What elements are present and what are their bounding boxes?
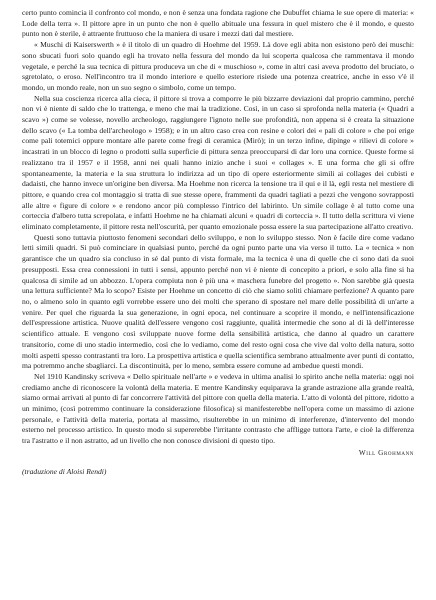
translation-credit: (traduzione di Aloisi Rendi)	[22, 466, 107, 476]
paragraph-kandinsky: Nel 1910 Kandinsky scriveva « Dello spirituale nell'arte » e vedeva in ultima analisi lo spirito anche nella materia: oggi noi crediamo anche di riconoscere la volontà della materia. E mentre Kandinsky equiparava la grande astrazione alla grande realtà, siamo ormai arrivati al punto di far concorrere l'attività del pittore con quella della materia. L'atto di volontà del pittore, ridotto a un minimo, (così potremmo continuare la considerazione filosofica) si manifesterebbe nell'opera come un massimo di azione personale, e l'attività della materia, portata al massimo, risulterebbe in un minimo di interferenze, d'intervento del mondo esterno nel processo artistico. In questo modo si supererebbe l'irritante contrasto che affligge tuttora l'arte, e cioè la differenza tra l'astratto e il non astratto, ad un livello che non conosce divisioni di questo tipo.	[22, 371, 414, 446]
author-signature: Will Grohmann	[358, 448, 414, 457]
article-body	[22, 8, 414, 447]
paragraph-continuation: certo punto comincia il confronto col mondo, e non è senza una fondata ragione che Dubuffet chiama le sue opere di materia: « Lode della terra ». Il pittore apre in un punto che non è quello abituale una fessura in quel mistero che è il mondo, e questo punto non è sterile, è attraente fruttuoso che la maniera di usare i mezzi dati dal mestiere.	[22, 8, 414, 39]
paragraph-muschi: « Muschi di Kaiserswerth » è il titolo di un quadro di Hoehme del 1959. Là dove egli abita non esistono però dei muschi: sono sbucati fuori solo quando egli ha trovato nella fessura del mondo da lui scoperta qualcosa che rammentava il mondo vegetale, e perché la sua tecnica di pittura produceva un che di « muschioso », come in altri casi aveva prodotto del bruciato, o sgretolato, o eroso. Nell'incontro tra il mondo interiore e quello esteriore risiede una potenza creatrice, anche in esso v'è il mondo, un mondo reale, non un suo segno o simbolo, come un tempo.	[22, 40, 414, 92]
paragraph-fenomeni: Questi sono tuttavia piuttosto fenomeni secondari dello sviluppo, e non lo sviluppo stesso. Non è facile dire come vadano letti simili quadri. Si può cominciare in qualsiasi punto, perché da ogni punto parte una via verso il tutto. La « tecnica » non garantisce che un quadro sia concluso in sé dal punto di vista formale, ma la tecnica è una di quelle che ci sono dati da suoi presupposti. Essa crea connessioni in tutti i sensi, appunto perché non vi è niente di concepito a priori, e solo alla fine si ha qualcosa di simile ad un abbozzo. L'opera compiuta non è più una « maschera funebre del progetto ». Non sarebbe già questa una lettura sufficiente? Ma lo scopo? Esiste per Hoehme un concetto di ciò che siamo soliti chiamare perfezione? A quanto pare no, o almeno solo in quanto egli vorrebbe essere uno dei molti che sperano di spostare nel mare delle possibilità di un'arte a venire. Per quel che riguarda la sua generazione, in ogni epoca, nel continuare a scoprire il mondo, e nell'intensificazione dell'espressione artistica. Nuove qualità dell'essere vengono così raggiunte, qualità intermedie che sono al di là dell'interesse scientifico attuale. E vengono così sviluppate nuove forme della sensibilità artistica, che danno al quadro un carattere transitorio, come di uno stadio intermedio, così che lo vediamo, come del resto ogni cosa che vive dal volto della natura, sotto molti aspetti spesso contrastanti tra loro. La prospettiva artistica e quella scientifica sembrano attualmente aver punti di contatto, ma potremmo anche sbagliarci. La discontinuità, per lo meno, sembra essere comune ad ambedue questi mondi.	[22, 232, 414, 371]
paragraph-coscienza: Nella sua coscienza ricerca alla cieca, il pittore si trova a comporre le più bizzarre deviazioni dal proprio cammino, perché non vi è niente di saldo che lo trattenga, e meno che mai la tradizione. Così, in un caso si sprofonda nella materia (« Quadri a scavo ») come se volesse, novello archeologo, raggiungere l'ignoto nelle sue profondità, non appena si è creata la situazione dello scavo (« La tomba dell'archeologo » 1958); e in un altro caso crea con resine e colori dei « pali di colore » che poi erige come pali totemici oppure montare alle parete come fregi di ceramica (Mirò); in un terzo infine, dipinge « rilievi di colore » incastrati in un blocco di legno o prodotti sulla superficie di pittura senza preoccuparsi di dar loro una cornice. Queste forme si realizzano tra il 1957 e il 1958, anni nei quali hanno inizio anche i suoi « collages ». E una forma che gli si offre spontaneamente, la materia e la sua struttura lo indirizza ad un tipo di opere esteriormente simili ai collages dei cubisti e dadaisti, che hanno invece un'origine ben diversa. Ma Hoehme non ricerca la tensione tra il qui e il là, egli resta nel mestiere di pittore, e quando crea col montaggio si tratta di sue stesse opere, frammenti da quadri tagliati a pezzi che vengono sovrapposti alle altre « figure di colore » e rendono ancor più complesso l'intrico del labirinto. Un simile collage è al tutto come una corteccia d'albero tutta screpolata, e infatti Hoehme ne ha chiamati alcuni « quadri di corteccia ». Il tutto della scrittura vi viene eliminato completamente, il pittore resta nell'oscurità, per quanto emozionale possa essere la sua partecipazione all'atto creativo.	[22, 93, 414, 232]
